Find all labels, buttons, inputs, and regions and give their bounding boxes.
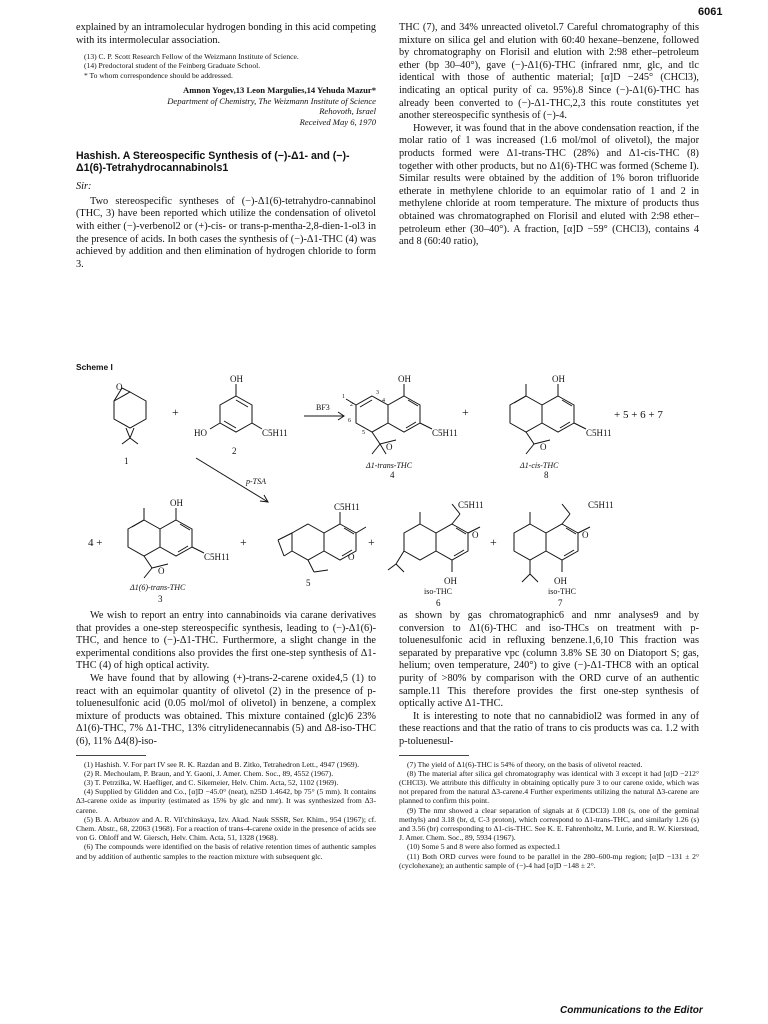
plus-sign-2: + — [462, 405, 469, 419]
label-ho-olivetol: HO — [194, 428, 207, 438]
label-c5h11-5: C5H11 — [334, 502, 360, 512]
footnote-6: (6) The compounds were identified on the basis of relative retention times of authentic samples and by addition of authentic samples to the reaction mixture with subsequent glc. — [76, 842, 376, 861]
label-o-6: O — [472, 530, 479, 540]
compound-6-structure — [388, 504, 480, 572]
label-o-4: O — [386, 442, 393, 452]
compound-3-structure — [128, 508, 204, 578]
affiliation-location: Rehovoth, Israel — [319, 106, 376, 117]
footnote-11: (11) Both ORD curves were found to be parallel in the 280–600-mμ region; [α]D −131 ± 2° (cyclohexane); an authentic sample of (−)-4 had [α]D −148 ± 2°. — [399, 851, 699, 870]
footnote-8: (8) The material after silica gel chromatography was identical with 3 except it had [α]D −212° (CHCl3). We attribute this difficulty in obtaining optically pure 3 to our carene oxide, which was not prepared from the natural Δ3-carene.4 Further experiments utilizing the natural Δ3-carene are planned to confirm this point. — [399, 768, 699, 806]
label-bf3: BF3 — [316, 403, 330, 412]
label-o-8: O — [540, 442, 547, 452]
ring-number-1: 1 — [342, 394, 345, 400]
ring-number-3: 3 — [376, 390, 379, 396]
paragraph-findings: We have found that by allowing (+)-trans-2-carene oxide4,5 (1) to react with an equimolar quantity of olivetol (2) in the presence of p-toluenesulfonic acid (0.05 mol/mol of olivetol) in benzene, a complex mixture of products was obtained. This mixture contained (glc)6 23% Δ1(6)-THC, 7% Δ1-THC, 13% citrylidenecannabis (5) and Δ8-iso-THC (6), 11% Δ4(8)-iso- — [76, 672, 376, 747]
paragraph-continued-right: THC (7), and 34% unreacted olivetol.7 Careful chromatography of this mixture on silica gel and elution with 60:40 hexane–benzene, followed by chromatography on Florisil and elution with 2:98 ether–petroleum ether (bp 30–40°), gave (−)-Δ1(6)-THC (infrared nmr, glc, and tlc identical with those of authentic material; [α]D −245° (CHCl3), indicating an optical purity of ca. 95%).8 Since (−)-Δ1(6)-THC has already been converted to (−)-Δ1-THC,2,3 this route constitutes yet another stereospecific synthesis of (−)-4. — [399, 22, 699, 122]
compound-1-structure — [114, 388, 146, 444]
ring-number-5: 5 — [362, 430, 365, 436]
column-right-bottom — [399, 610, 699, 870]
label-compound-4: 4 — [390, 470, 395, 480]
label-c5h11-8: C5H11 — [586, 428, 612, 438]
footnote-9: (9) The nmr showed a clear separation of signals at δ (CDCl3) 1.08 (s, one of the geminal methyls) and 3.18 (br, d, C-3 proton), which correspond to Δ1-trans-THC, and similarly 1.26 (s) and 3.56 (br) corresponding to Δ1-cis-THC. See K. E. Fahrenholtz, M. Lurie, and R. W. Kierstead, J. Amer. Chem. Soc., 89, 5934 (1967). — [399, 805, 699, 843]
label-compound-8: 8 — [544, 470, 549, 480]
label-oh-4: OH — [398, 374, 411, 384]
label-c5h11-6: C5H11 — [458, 500, 484, 510]
column-left-bottom — [76, 610, 376, 861]
label-c5h11-3: C5H11 — [204, 552, 230, 562]
label-o-epoxide: O — [116, 382, 123, 392]
reaction-scheme — [86, 374, 746, 608]
label-d1-cis-thc: Δ1-cis-THC — [520, 461, 559, 470]
affiliation: Department of Chemistry, The Weizmann Institute of Science — [167, 95, 376, 106]
page-number: 6061 — [698, 6, 723, 18]
compound-8-structure — [510, 384, 586, 454]
footnote-10: (10) Some 5 and 8 were also formed as expected.1 — [407, 842, 561, 852]
paragraph-condensation: However, it was found that in the above condensation reaction, if the molar ratio of 1 was increased (1.6 mol/mol of olivetol), the major products formed were Δ1-trans-THC (28%) and Δ1-cis-THC (8) together with other products, but no Δ1(6)-THC was formed (Scheme I). Similar results were obtained by the addition of 1% boron trifluoride etherate in methylene chloride to an equimolar ratio of 1 and 2 in methylene chloride at room temperature. The mixture of products thus obtained was chromatographed on Florisil and eluted with 2:98 ether–petroleum ether (30–40°). A fraction, [α]D −59° (CHCl3), contains 4 and 8 (60:40 ratio), — [399, 122, 699, 248]
plus-sign-3: + — [240, 535, 247, 549]
paragraph-entry: We wish to report an entry into cannabinoids via carane derivatives that provides a one-step stereospecific synthesis, leading to (−)-Δ1(6)-THC, and hence to (−)-Δ1-THC. Furthermore, a slight change in the experimental conditions also provides the first one-step synthesis of Δ1-THC (4) of high optical activity. — [76, 610, 376, 672]
column-left-top — [76, 22, 376, 271]
label-d16-trans-thc: Δ1(6)-trans-THC — [130, 583, 186, 592]
label-o-3: O — [158, 566, 165, 576]
footnote-rule — [76, 755, 146, 756]
footnote-4: (4) Supplied by Glidden and Co., [α]D −45.0° (neat), n25D 1.4642, bp 75° (5 mm). It contains Δ3-carene oxide as impurity (estimated as 15% by glc and nmr). It was synthesized from Δ3-carene. — [76, 787, 376, 815]
label-ptsa: p-TSA — [246, 477, 266, 486]
ring-number-4: 4 — [382, 398, 385, 404]
ring-number-2: 2 — [350, 402, 353, 408]
received-date: Received May 6, 1970 — [299, 116, 376, 127]
label-o-7: O — [582, 530, 589, 540]
compound-2-structure — [210, 384, 262, 432]
label-oh-olivetol: OH — [230, 374, 243, 384]
plus-sign-4: + — [368, 535, 375, 549]
salutation: Sir: — [76, 180, 92, 192]
footnote-1: (1) Hashish. V. For part IV see R. K. Razdan and B. Zitko, Tetrahedron Lett., 4947 (1969). — [84, 759, 359, 769]
footnote-2: (2) R. Mechoulam, P. Braun, and Y. Gaoni, J. Amer. Chem. Soc., 89, 4552 (1967). — [84, 768, 334, 778]
column-right-top — [399, 22, 699, 249]
label-compound-3: 3 — [158, 594, 163, 604]
footnote-rule-right — [399, 755, 469, 756]
label-c5h11-4: C5H11 — [432, 428, 458, 438]
label-compound-7: 7 — [558, 598, 563, 608]
label-iso-thc-6: iso-THC — [424, 587, 452, 596]
label-d1-trans-thc: Δ1-trans-THC — [366, 461, 413, 470]
label-oh-8: OH — [552, 374, 565, 384]
paragraph-continued: explained by an intramolecular hydrogen bonding in this acid competing with its intermolecular association. — [76, 22, 376, 46]
journal-section-footer: Communications to the Editor — [560, 1005, 703, 1016]
footnote-7: (7) The yield of Δ1(6)-THC is 54% of theory, on the basis of olivetol reacted. — [407, 759, 643, 769]
compound-5-structure — [278, 512, 366, 572]
plus-sign-5: + — [490, 535, 497, 549]
label-oh-3: OH — [170, 498, 183, 508]
label-c5h11-olivetol: C5H11 — [262, 428, 288, 438]
label-compound-6: 6 — [436, 598, 441, 608]
label-compound-1: 1 — [124, 456, 129, 466]
article-title: Hashish. A Stereospecific Synthesis of (−)-Δ1- and (−)-Δ1(6)-Tetrahydrocannabinols1 — [76, 149, 350, 175]
label-oh-7: OH — [554, 576, 567, 586]
footnote-13: (13) C. P. Scott Research Fellow of the Weizmann Institute of Science. — [84, 52, 299, 62]
compound-7-structure — [514, 504, 590, 582]
footnote-3: (3) T. Petrzilka, W. Haefliger, and C. Sikemeier, Helv. Chim. Acta, 52, 1102 (1969). — [84, 777, 339, 787]
label-compound-2: 2 — [232, 446, 237, 456]
ring-number-6: 6 — [348, 418, 351, 424]
label-oh-6: OH — [444, 576, 457, 586]
label-o-5: O — [348, 552, 355, 562]
paragraph-cannabidiol: It is interesting to note that no cannabidiol2 was formed in any of these reactions and that the ratio of trans to cis products was ca. 1.2 with p-toluenesul- — [399, 710, 699, 747]
author-list: Amnon Yogev,13 Leon Margulies,14 Yehuda Mazur* — [183, 84, 376, 95]
footnote-star: * To whom correspondence should be addressed. — [84, 70, 233, 80]
label-4-plus: 4 + — [88, 537, 103, 549]
plus-sign-1: + — [172, 405, 179, 419]
label-iso-thc-7: iso-THC — [548, 587, 576, 596]
paragraph-intro: Two stereospecific syntheses of (−)-Δ1(6)-tetrahydro-cannabinol (THC, 3) have been reported which utilize the condensation of olivetol with either (−)-verbenol2 or (+)-cis- or trans-p-mentha-2,8-dien-1-ol3 in the presence of acids. In both cases the synthesis of (−)-Δ1-THC (4) was achieved by addition and then elimination of hydrogen chloride to form 3. — [76, 195, 376, 270]
scheme-label: Scheme I — [76, 362, 113, 372]
paragraph-analysis: as shown by gas chromatographic6 and nmr analyses9 and by conversion to Δ1(6)-THC and iso-THCs on treatment with p-toluenesulfonic acid in refluxing benzene.1,6,10 This fraction was separated by preparative vpc (column 3.8% SE 30 on Diatoport S; gas, helium; oven temperature, 240°) to give (−)-Δ1-THC8 with an optical purity of >80% by comparison with the ORD curve of an authentic sample.11 This therefore provides the first one-step synthesis of optically active Δ1-THC. — [399, 610, 699, 710]
additional-products: + 5 + 6 + 7 — [614, 409, 663, 421]
label-c5h11-7: C5H11 — [588, 500, 614, 510]
label-compound-5: 5 — [306, 578, 311, 588]
footnote-14: (14) Predoctoral student of the Feinberg Graduate School. — [84, 61, 261, 71]
footnote-5: (5) B. A. Arbuzov and A. R. Vil'chinskaya, Izv. Akad. Nauk SSSR, Ser. Khim., 954 (1967); cf. Chem. Abstr., 68, 22063 (1968). For a reaction of trans-4-carene oxide in the presence of acids see von G. Ohloff and W. Giersch, Helv. Chim. Acta, 51, 1328 (1968). — [76, 814, 376, 843]
